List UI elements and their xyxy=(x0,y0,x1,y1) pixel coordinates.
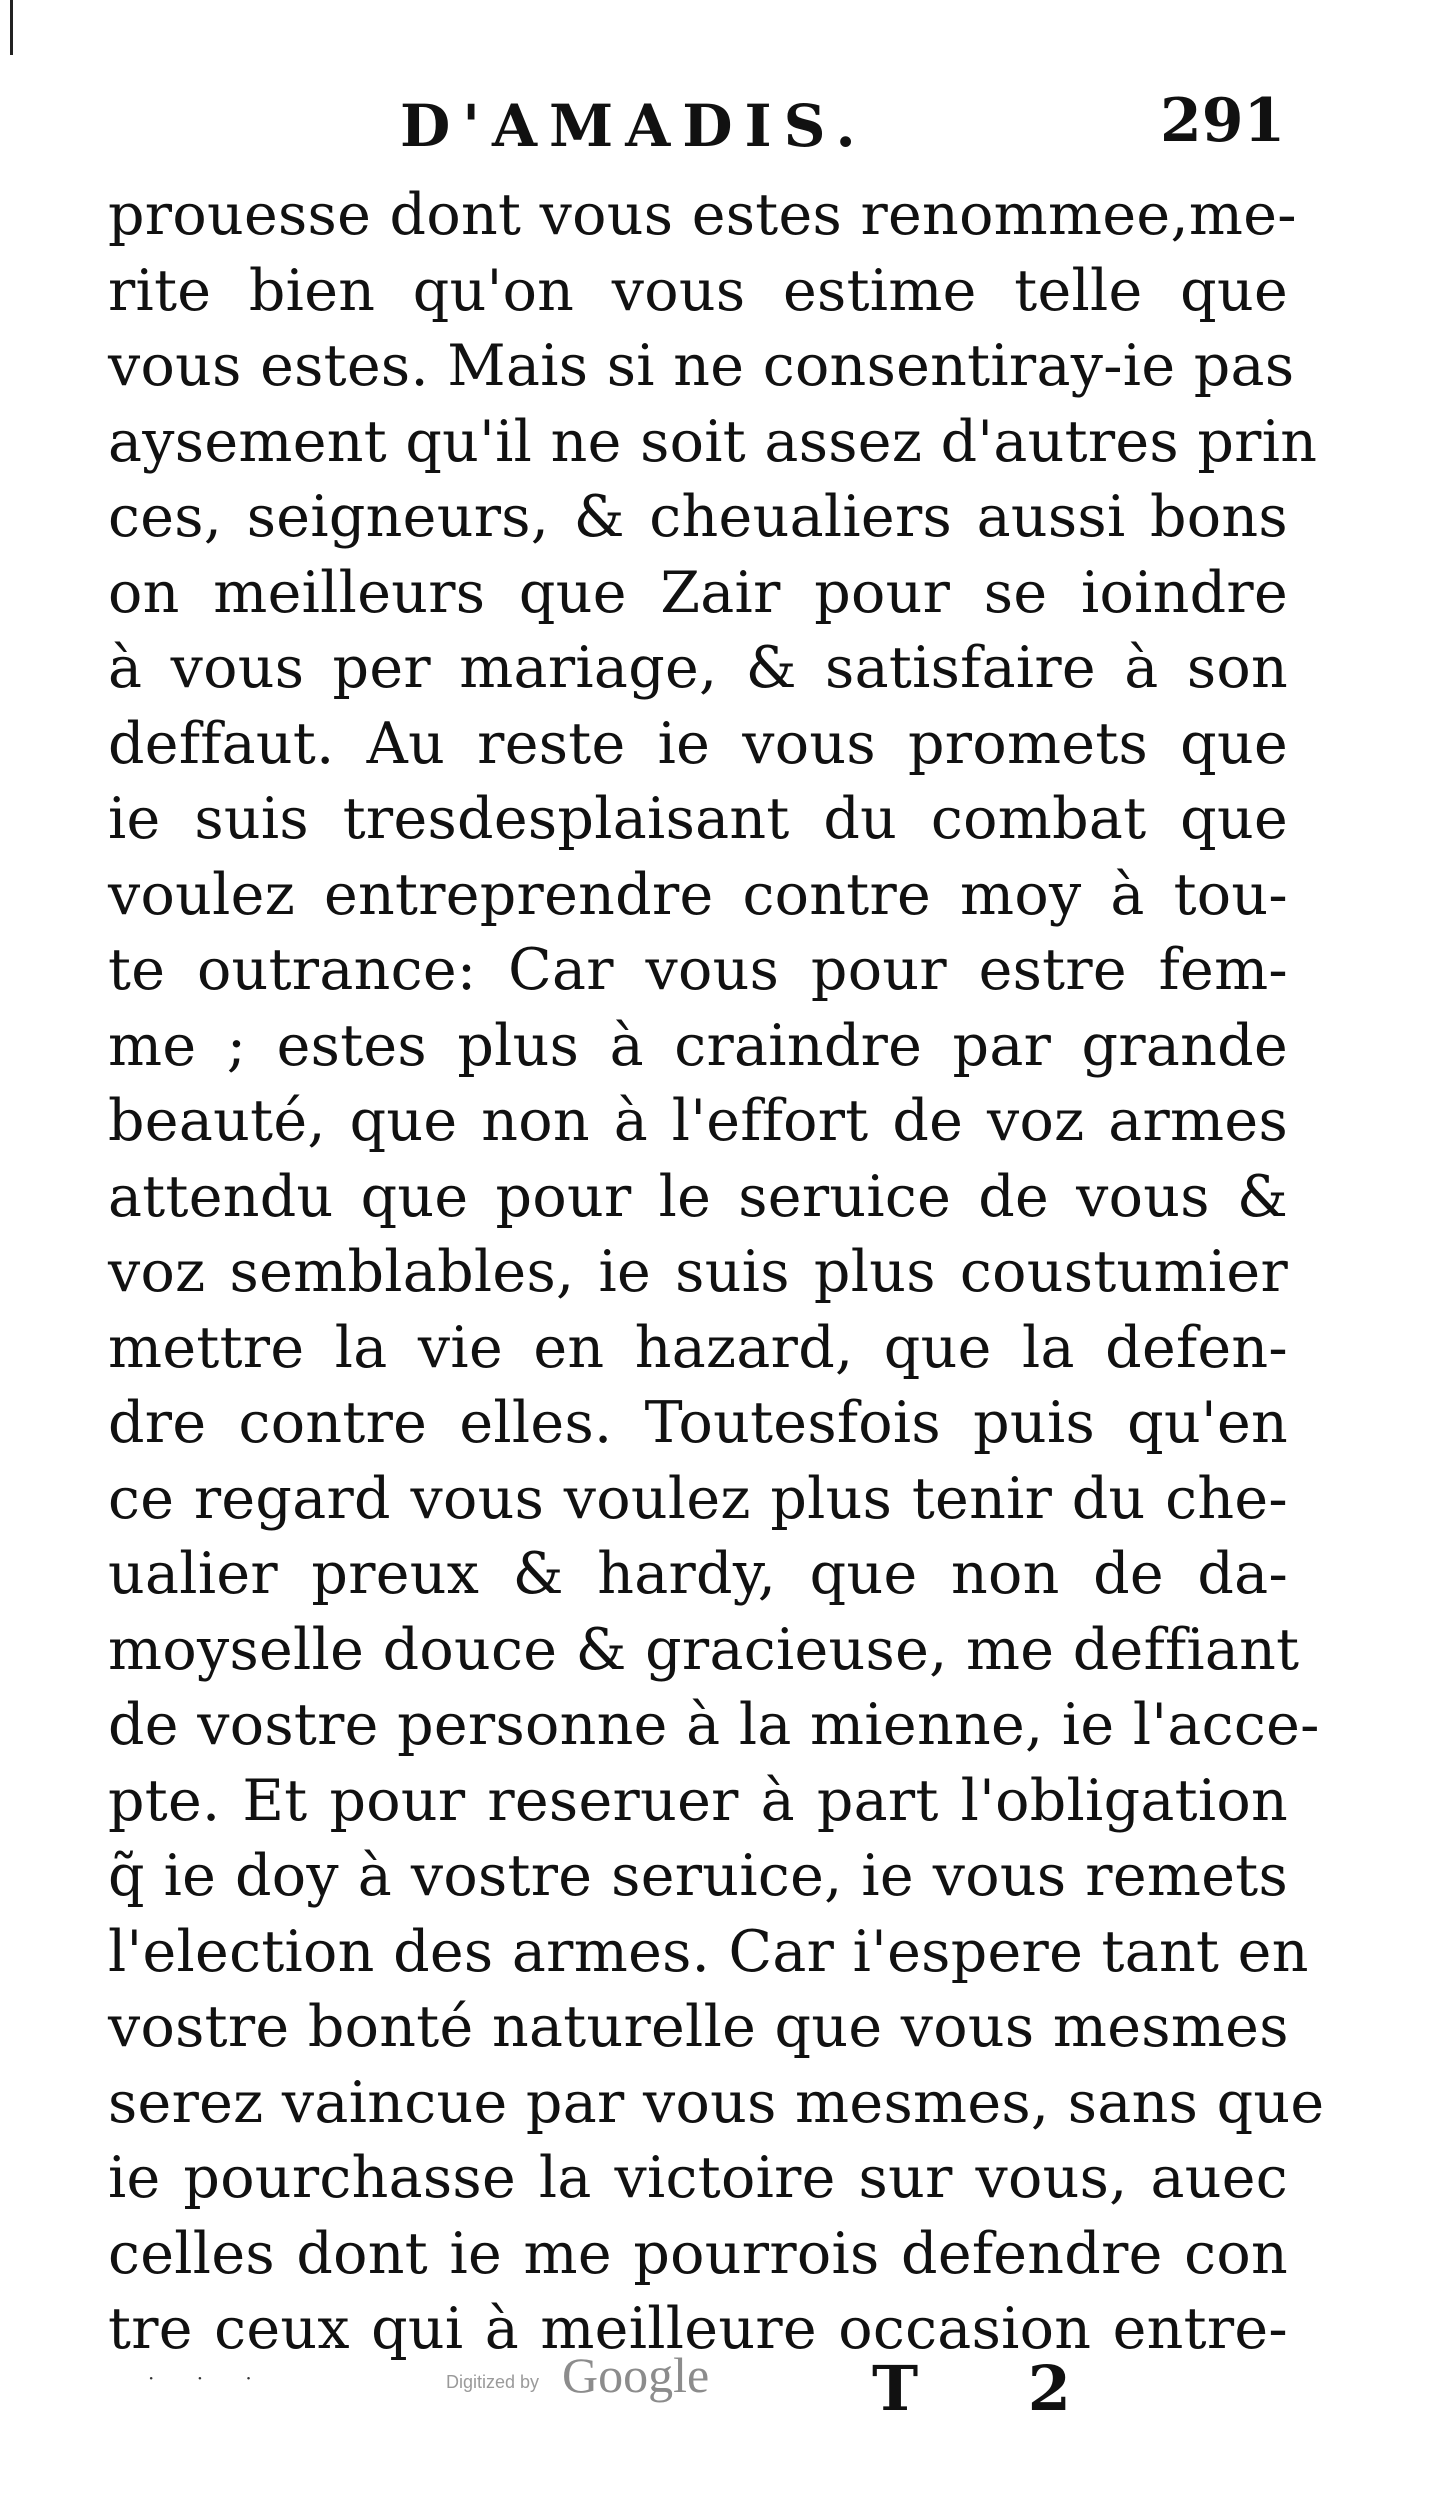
text-line: voz semblables, ie suis plus coustumier xyxy=(108,1239,1288,1305)
text-line: mettre la vie en hazard, que la defen- xyxy=(108,1314,1288,1381)
text-line: on meilleurs que Zair pour se ioindre xyxy=(108,559,1288,626)
text-line: prouesse dont vous estes renommee,me- xyxy=(108,182,1297,248)
running-head: D'AMADIS. xyxy=(400,92,868,160)
text-line: voulez entreprendre contre moy à tou- xyxy=(108,861,1288,928)
text-line: aysement qu'il ne soit assez d'autres prin xyxy=(108,408,1318,475)
text-line: attendu que pour le seruice de vous & xyxy=(108,1163,1288,1230)
ink-specks: · · · xyxy=(148,2366,270,2390)
text-line: ie pourchasse la victoire sur vous, auec xyxy=(108,2145,1288,2211)
text-line: dre contre elles. Toutesfois puis qu'en xyxy=(108,1390,1288,1456)
digitized-by-label: Digitized by xyxy=(446,2372,540,2392)
google-watermark: Google xyxy=(562,2347,710,2403)
page-footer xyxy=(0,2347,1437,2440)
text-line: beauté, que non à l'effort de voz armes xyxy=(108,1088,1288,1154)
body-text xyxy=(108,178,1325,2368)
text-line: ce regard vous voulez plus tenir du che- xyxy=(108,1465,1288,1532)
signature-mark: T 2 xyxy=(872,2352,1115,2425)
text-line: celles dont ie me pourrois defendre con xyxy=(108,2220,1288,2287)
text-line: vous estes. Mais si ne consentiray-ie pas xyxy=(108,333,1295,399)
text-line: rite bien qu'on vous estime telle que xyxy=(108,257,1288,324)
text-line: serez vaincue par vous mesmes, sans que xyxy=(108,2069,1325,2136)
text-line: moyselle douce & gracieuse, me deffiant xyxy=(108,1616,1300,1683)
text-line: te outrance: Car vous pour estre fem- xyxy=(108,937,1288,1003)
text-line: à vous per mariage, & satisfaire à son xyxy=(108,635,1288,701)
text-line: pte. Et pour reseruer à part l'obligation xyxy=(108,1767,1288,1834)
text-line: de vostre personne à la mienne, ie l'acce- xyxy=(108,1692,1320,1758)
text-line: ualier preux & hardy, que non de da- xyxy=(108,1541,1288,1607)
page-edge-mark xyxy=(10,0,13,55)
text-line: tre ceux qui à meilleure occasion entre- xyxy=(108,2296,1288,2362)
text-line: ie suis tresdesplaisant du combat que xyxy=(108,786,1288,852)
text-line: l'election des armes. Car i'espere tant en xyxy=(108,1918,1309,1985)
page-number: 291 xyxy=(1160,86,1286,156)
text-line: q̃ ie doy à vostre seruice, ie vous remets xyxy=(108,1843,1288,1909)
text-line: ces, seigneurs, & cheualiers aussi bons xyxy=(108,484,1288,550)
text-line: vostre bonté naturelle que vous mesmes xyxy=(108,1994,1289,2060)
text-line: me ; estes plus à craindre par grande xyxy=(108,1012,1288,1079)
text-line: deffaut. Au reste ie vous promets que xyxy=(108,710,1288,777)
